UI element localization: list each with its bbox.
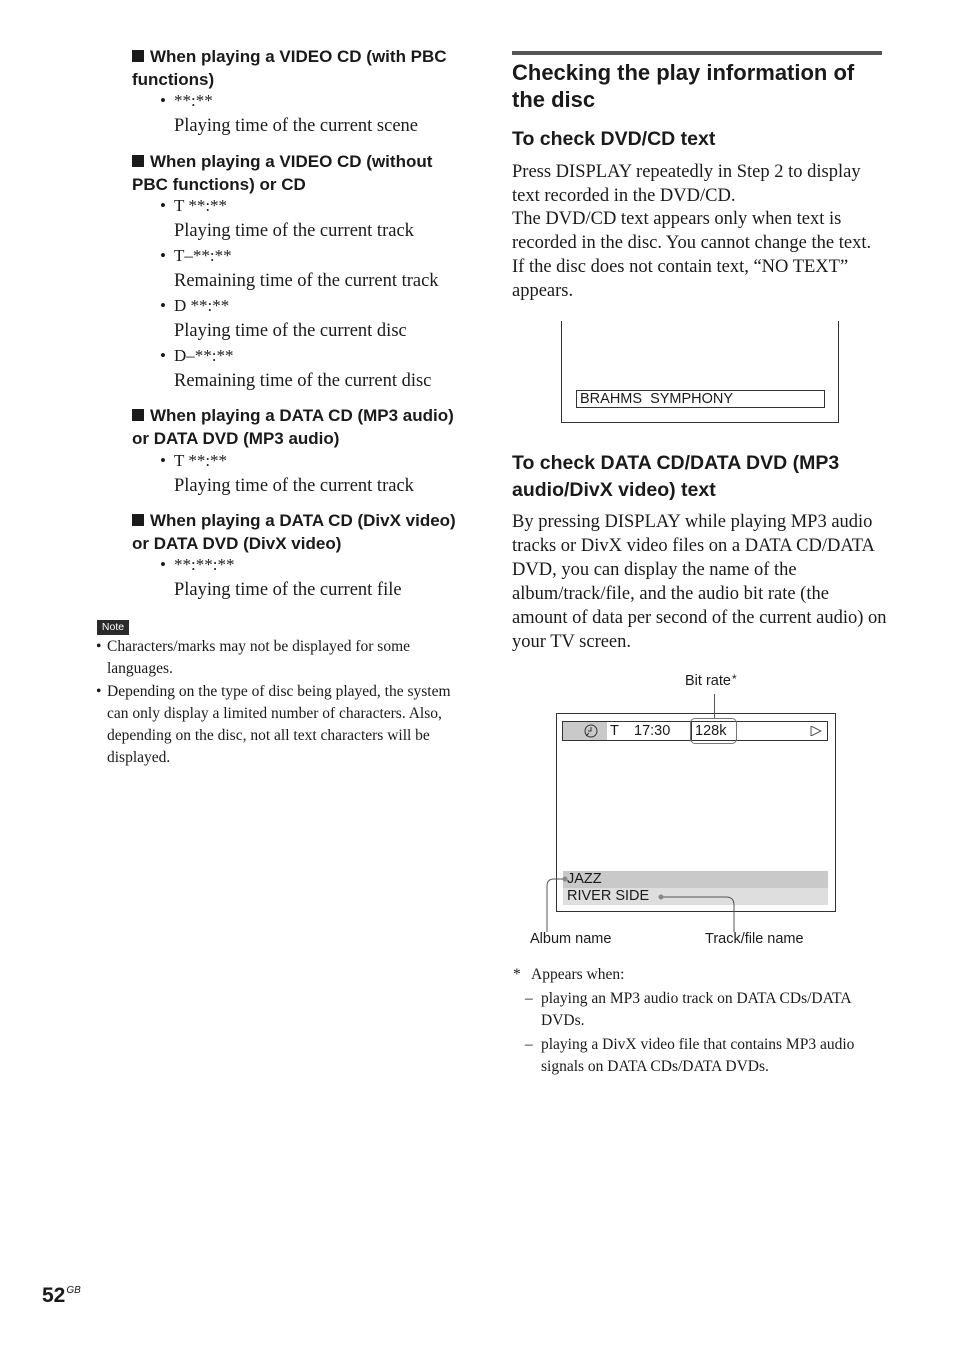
paragraph: By pressing DISPLAY while playing MP3 audio tracks or DivX video files on a DATA CD/DATA DVD, you can display the name of the album/track/file, and the audio bit rate (the amount of data per second of the current audio) on your TV screen. <box>512 512 887 652</box>
footnote-marker: * <box>513 966 521 983</box>
subheading-dvd-cd-text: To check DVD/CD text <box>512 128 716 150</box>
page-number: $52^{GB}$ <box>42 1284 81 1307</box>
tv-screen-dvd-text <box>561 321 839 423</box>
track-file-name-label: Track/file name <box>705 931 804 947</box>
list-item-desc: Playing time of the current scene <box>174 116 419 136</box>
list-item-code: • **:**:** <box>160 555 235 574</box>
bitrate-value: 128k <box>695 723 727 739</box>
note-item: • Characters/marks may not be displayed for some languages. <box>96 638 411 677</box>
callout-lines <box>540 870 740 934</box>
page-title: Checking the play information of the disc <box>512 60 855 112</box>
bit-rate-label: Bit rate* <box>685 672 737 689</box>
disc-icon <box>563 722 607 740</box>
bitrate-highlight <box>690 718 737 744</box>
section-heading-data-mp3: When playing a DATA CD (MP3 audio) or DATA DVD (MP3 audio) <box>132 406 454 448</box>
paragraph: Press DISPLAY repeatedly in Step 2 to display text recorded in the DVD/CD. <box>512 162 861 206</box>
asterisk-mark: * <box>731 672 737 686</box>
play-icon <box>810 726 822 736</box>
section-heading-vcd-no-pbc: When playing a VIDEO CD (without PBC functions) or CD <box>132 152 433 194</box>
album-bar: JAZZ <box>563 871 828 888</box>
list-item-desc: Remaining time of the current disc <box>174 371 432 391</box>
list-item-code: • T **:** <box>160 196 228 215</box>
screen-text-field: BRAHMS SYMPHONY <box>576 390 825 408</box>
list-item-code: • D **:** <box>160 296 230 315</box>
list-item-desc: Playing time of the current disc <box>174 321 407 341</box>
callout-line <box>714 694 715 719</box>
list-item-code: • **:** <box>160 91 213 110</box>
dash: – <box>525 990 533 1007</box>
footnote-item: playing a DivX video file that contains MP3 audio signals on DATA CDs/DATA DVDs. <box>541 1036 855 1075</box>
subheading-data-text: To check DATA CD/DATA DVD (MP3 audio/DivX video) text <box>512 452 840 501</box>
list-item-code: • D–**:** <box>160 346 234 365</box>
track-bar: RIVER SIDE <box>563 888 828 905</box>
list-item-desc: Playing time of the current file <box>174 580 402 600</box>
section-rule <box>512 51 882 55</box>
disc-icon-cell <box>563 722 607 740</box>
list-item-code: • T–**:** <box>160 246 232 265</box>
footnote-intro: Appears when: <box>531 966 625 983</box>
list-item-desc: Playing time of the current track <box>174 221 414 241</box>
album-name-label: Album name <box>530 931 612 947</box>
page-suffix: GB <box>66 1285 81 1296</box>
paragraph: The DVD/CD text appears only when text is recorded in the disc. You cannot change the text. If the disc does not contain text, “NO TEXT” appears. <box>512 209 872 301</box>
note-item: • Depending on the type of disc being played, the system can only display a limited number of characters. Also, depending on the disc, not all text characters will be displayed. <box>96 683 451 766</box>
time-display: 17:30 <box>634 723 671 739</box>
list-item-desc: Remaining time of the current track <box>174 271 439 291</box>
list-item-code: • T **:** <box>160 451 228 470</box>
section-heading-data-divx: When playing a DATA CD (DivX video) or DATA DVD (DivX video) <box>132 511 456 553</box>
section-heading-vcd-pbc: When playing a VIDEO CD (with PBC functions) <box>132 47 447 89</box>
footnote-item: playing an MP3 audio track on DATA CDs/DATA DVDs. <box>541 990 851 1029</box>
list-item-desc: Playing time of the current track <box>174 476 414 496</box>
time-prefix: T <box>610 723 619 739</box>
dash: – <box>525 1036 533 1053</box>
note-badge: Note <box>97 620 129 635</box>
